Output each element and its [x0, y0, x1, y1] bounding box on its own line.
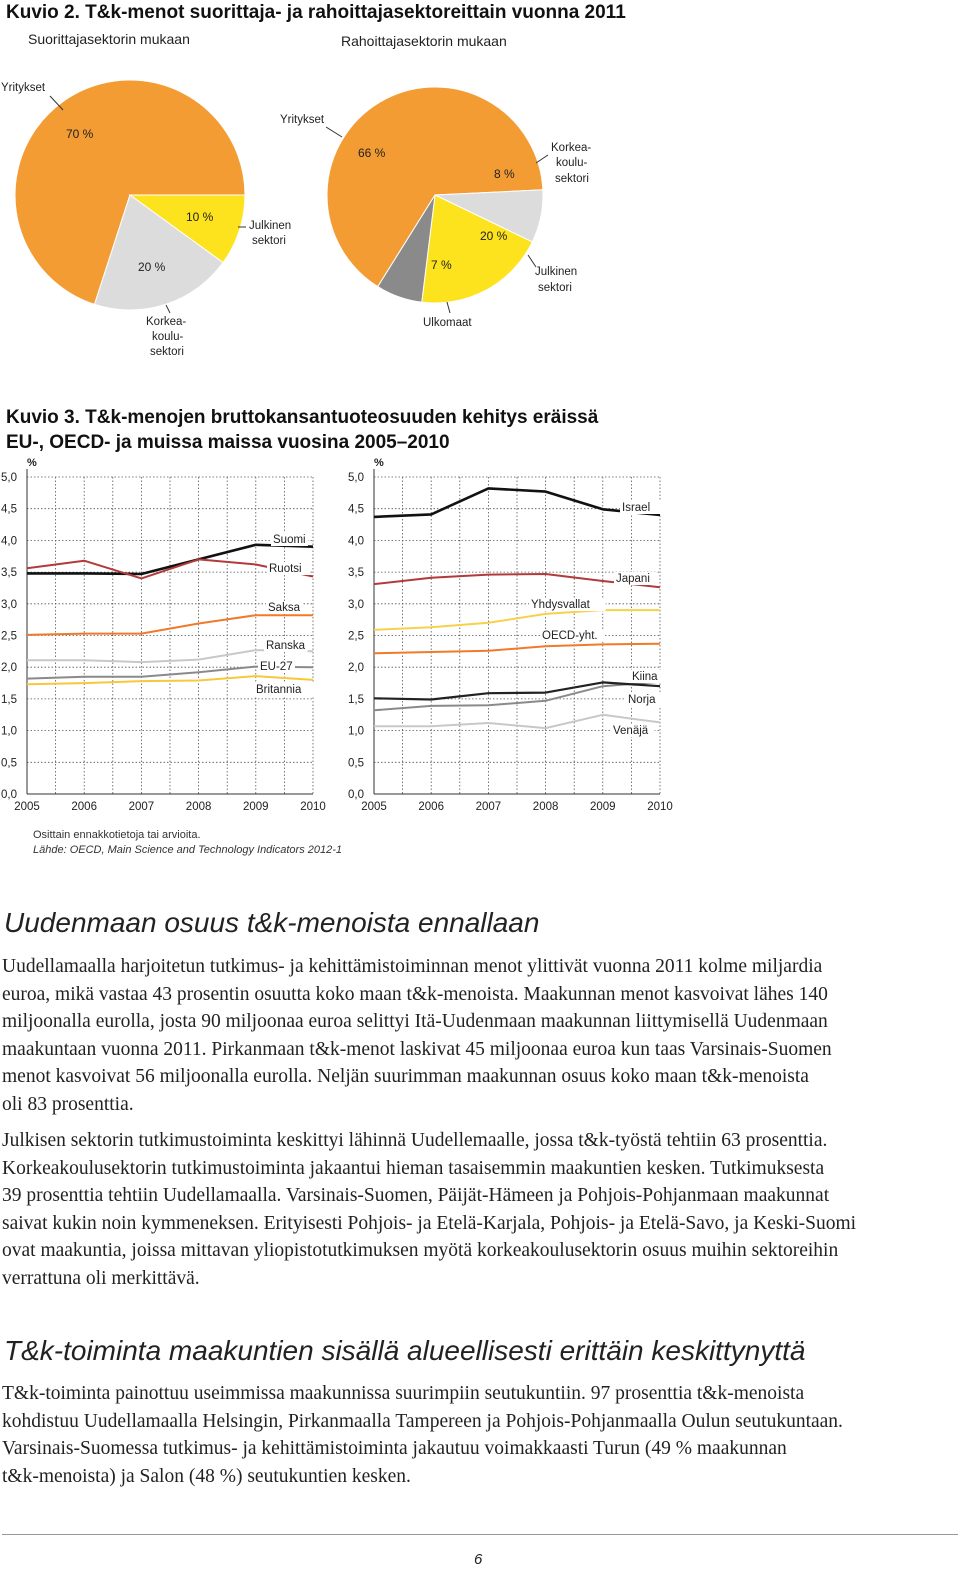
- figure3-note: Osittain ennakkotietoja tai arvioita.: [33, 829, 201, 841]
- text-line: Uudellamaalla harjoitetun tutkimus- ja kehittämistoiminnan menot ylittivät vuonna 2011 kolme miljardia: [2, 956, 823, 977]
- text-line: oli 83 prosenttia.: [2, 1093, 134, 1115]
- section2-heading: T&k-toiminta maakuntien sisällä alueellisesti erittäin keskittynyttä: [4, 1335, 806, 1366]
- y-tick-label: 1,5: [1, 693, 17, 706]
- y-tick-label: 5,0: [1, 472, 17, 484]
- series-line-kiina: [374, 682, 660, 711]
- pie1-label-julkinen-2: sektori: [252, 235, 286, 247]
- pie1-label-korkea-1: Korkea-: [146, 316, 187, 328]
- y-tick-label: 0,0: [348, 789, 364, 801]
- y-tick-label: 3,0: [348, 598, 364, 611]
- pie2-label-julkinen-2: sektori: [538, 282, 572, 294]
- figure3-title-line2: EU-, OECD- ja muissa maissa vuosina 2005–2010: [6, 432, 450, 453]
- pie2-label-korkea-2: koulu-: [556, 157, 588, 169]
- pie-charts: [0, 55, 640, 365]
- section1-paragraph1: [2, 953, 960, 1118]
- series-label: Yhdysvallat: [531, 599, 590, 611]
- pie2-label-korkea-3: sektori: [555, 173, 589, 185]
- x-tick-label: 2006: [418, 801, 444, 813]
- y-tick-label: 2,0: [348, 662, 364, 675]
- y-tick-label: 1,0: [348, 725, 364, 738]
- y-tick-label: 4,5: [348, 503, 364, 516]
- x-tick-label: 2008: [532, 801, 559, 813]
- x-tick-label: 2006: [71, 801, 97, 813]
- x-tick-label: 2008: [185, 801, 212, 813]
- line-chart-right: [348, 458, 673, 813]
- footer-rule: [2, 1534, 958, 1535]
- text-line: maakuntaan vuonna 2011. Pirkanmaan t&k-menot laskivat 45 miljoonaa euroa kun taas Varsinais-Suomen: [2, 1038, 832, 1060]
- y-tick-label: 4,5: [1, 503, 17, 516]
- figure2-left-subtitle: Suorittajasektorin mukaan: [28, 31, 190, 47]
- section2-paragraph: [2, 1380, 960, 1490]
- pie2-label-korkea-1: Korkea-: [551, 142, 592, 154]
- x-tick-label: 2005: [14, 801, 40, 813]
- text-line: 39 prosenttia tehtiin Uudellamaalla. Varsinais-Suomen, Päijät-Hämeen ja Pohjois-Pohjanmaan maakunnat: [2, 1185, 830, 1206]
- text-line: miljoonalla eurolla, josta 90 miljoonaa euroa selittyi Itä-Uudenmaan maakunnan liittymisellä Uudenmaan: [2, 1011, 828, 1032]
- text-line: kohdistuu Uudellamaalla Helsingin, Pirkanmaalla Tampereen ja Pohjois-Pohjanmaalla Oulun seutukuntaan.: [2, 1410, 843, 1432]
- pie1-value-julkinen: 10 %: [186, 210, 214, 224]
- x-tick-label: 2005: [361, 801, 387, 813]
- line-charts: [0, 458, 690, 823]
- x-tick-label: 2009: [243, 801, 269, 813]
- x-tick-label: 2010: [300, 801, 326, 813]
- y-tick-label: 5,0: [348, 472, 364, 484]
- text-line: Varsinais-Suomessa tutkimus- ja kehittämistoiminta jakautuu voimakkaasti Turun (49 % maakunnan: [2, 1438, 787, 1459]
- y-tick-label: 4,0: [1, 535, 17, 548]
- pie1-label-julkinen-1: Julkinen: [249, 220, 292, 232]
- section1-paragraph2: [2, 1127, 960, 1292]
- pie2-value-ulkomaat: 7 %: [431, 258, 452, 272]
- pie1-value-yritykset: 70 %: [66, 127, 94, 141]
- x-tick-label: 2010: [647, 801, 673, 813]
- y-tick-label: 3,5: [1, 567, 17, 580]
- series-label: Ranska: [266, 640, 305, 652]
- series-label: OECD-yht.: [542, 630, 598, 642]
- pie2-value-yritykset: 66 %: [358, 146, 386, 160]
- text-line: saivat kukin noin kymmeneksen. Erityisesti Pohjois- ja Etelä-Karjala, Pohjois- ja Etelä-Savo, ja Keski-Suomi: [2, 1212, 857, 1234]
- text-line: t&k-menoista) ja Salon (48 %) seutukuntien kesken.: [2, 1465, 411, 1487]
- y-unit-label: %: [374, 458, 384, 469]
- x-tick-label: 2007: [128, 801, 155, 813]
- pie2-label-ulkomaat: Ulkomaat: [423, 317, 472, 329]
- y-tick-label: 0,5: [348, 757, 364, 770]
- series-label: Saksa: [268, 602, 300, 614]
- y-tick-label: 3,0: [1, 598, 17, 611]
- series-label: Kiina: [632, 671, 658, 683]
- figure3-title-line1: Kuvio 3. T&k-menojen bruttokansantuoteosuuden kehitys eräissä: [6, 407, 599, 428]
- y-tick-label: 2,5: [348, 630, 364, 643]
- pie2-label-yritykset: Yritykset: [280, 114, 325, 126]
- pie1-label-korkea-3: sektori: [150, 346, 184, 358]
- x-tick-label: 2007: [475, 801, 502, 813]
- text-line: euroa, mikä vastaa 43 prosentin osuutta koko maan t&k-menoista. Maakunnan menot kasvoivat lähes 140: [2, 983, 828, 1005]
- text-line: verrattuna oli merkittävä.: [2, 1267, 200, 1289]
- page-number: 6: [474, 1551, 483, 1568]
- series-label: Venäjä: [613, 725, 649, 737]
- pie2-label-julkinen-1: Julkinen: [535, 266, 578, 278]
- y-tick-label: 1,5: [348, 693, 364, 706]
- series-label: Japani: [616, 573, 650, 585]
- y-tick-label: 2,5: [1, 630, 17, 643]
- figure3-source: Lähde: OECD, Main Science and Technology Indicators 2012-1: [33, 844, 343, 856]
- y-tick-label: 0,5: [1, 757, 17, 770]
- pie-chart-executing-sector: [15, 80, 245, 310]
- y-tick-label: 2,0: [1, 662, 17, 675]
- series-label: Britannia: [256, 684, 302, 696]
- y-tick-label: 0,0: [1, 789, 17, 801]
- series-line-yhdysvallat: [374, 610, 660, 630]
- pie2-value-korkeakoulu: 8 %: [494, 167, 515, 181]
- series-label: Israel: [622, 502, 651, 514]
- series-label: EU-27: [260, 661, 293, 673]
- y-tick-label: 1,0: [1, 725, 17, 738]
- y-tick-label: 3,5: [348, 567, 364, 580]
- y-tick-label: 4,0: [348, 535, 364, 548]
- pie1-label-yritykset: Yritykset: [1, 82, 46, 94]
- text-line: T&k-toiminta painottuu useimmissa maakunnissa suurimpiin seutukuntiin. 97 prosenttia t&k-menoista: [2, 1383, 805, 1404]
- series-label: Suomi: [273, 534, 306, 546]
- pie1-label-korkea-2: koulu-: [152, 331, 184, 343]
- x-tick-label: 2009: [590, 801, 616, 813]
- text-line: Julkisen sektorin tutkimustoiminta keskittyi lähinnä Uudellemaalle, jossa t&k-työstä tehtiin 63 prosenttia.: [2, 1130, 828, 1151]
- y-unit-label: %: [27, 458, 37, 469]
- series-label: Ruotsi: [269, 563, 302, 575]
- line-chart-left: [1, 458, 326, 813]
- text-line: ovat maakuntia, joissa mittavan yliopistotutkimuksen myötä korkeakoulusektorin osuus muihin sektoreihin: [2, 1240, 839, 1261]
- text-line: Korkeakoulusektorin tutkimustoiminta jakaantui hieman tasaisemmin maakuntien kesken. Tutkimuksesta: [2, 1157, 825, 1179]
- figure2-title: Kuvio 2. T&k-menot suorittaja- ja rahoittajasektoreittain vuonna 2011: [6, 2, 626, 23]
- pie1-value-korkeakoulu: 20 %: [138, 260, 166, 274]
- figure2-right-subtitle: Rahoittajasektorin mukaan: [341, 33, 507, 49]
- section1-heading: Uudenmaan osuus t&k-menoista ennallaan: [4, 907, 540, 938]
- series-label: Norja: [628, 694, 656, 706]
- text-line: menot kasvoivat 56 miljoonalla eurolla. Neljän suurimman maakunnan osuus koko maan t&k-menoista: [2, 1066, 809, 1087]
- pie2-value-julkinen: 20 %: [480, 229, 508, 243]
